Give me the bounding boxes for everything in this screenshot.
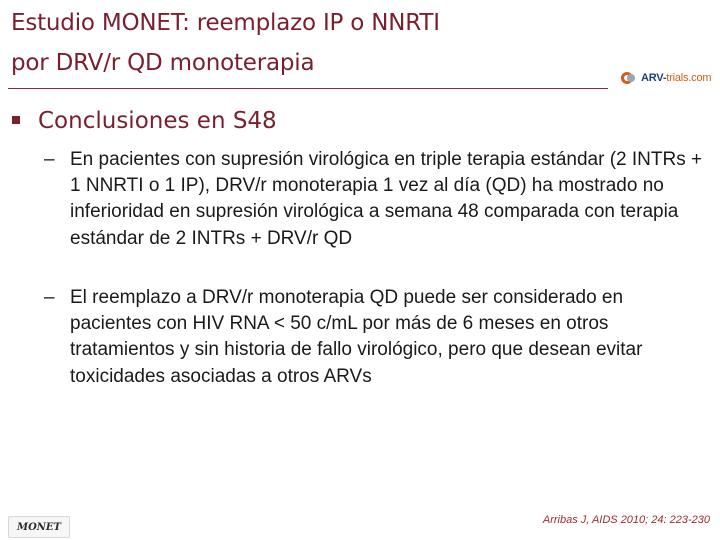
dash-bullet: – [44,149,55,170]
logo-text [641,72,711,84]
list-item-text: En pacientes con supresión virológica en triple terapia estándar (2 INTRs + 1 NNRTI o 1 IP), DRV/r monoterapia 1 vez al día (QD) ha mostrado no inferioridad en supresión virológica a semana 48 comparada con terapia estándar de 2 INTRs + DRV/r QD [70,149,703,249]
square-bullet-icon [12,116,20,124]
logo-suffix: trials.com [666,72,712,84]
section-heading: Conclusiones en S48 [38,108,277,134]
list-item [44,147,704,252]
slide-title-line-1: Estudio MONET: reemplazo IP o NNRTI [11,10,440,36]
citation: Arribas J, AIDS 2010; 24: 223-230 [542,514,710,526]
list-item [44,285,704,390]
study-tag [8,516,70,538]
arv-trials-logo-icon [621,71,639,85]
study-tag-label: MONET [17,521,61,533]
list-item-text: El reemplazo a DRV/r monoterapia QD puede ser considerado en pacientes con HIV RNA < 50 c/mL por más de 6 meses en otros tratamientos y sin historia de fallo virológico, pero que desean evitar toxicidades asociadas a otros ARVs [70,287,643,387]
title-divider [8,88,608,89]
arv-trials-logo [621,69,717,87]
slide-title-line-2: por DRV/r QD monoterapia [11,50,315,76]
dash-bullet: – [44,287,55,308]
logo-brand: ARV- [641,72,667,84]
